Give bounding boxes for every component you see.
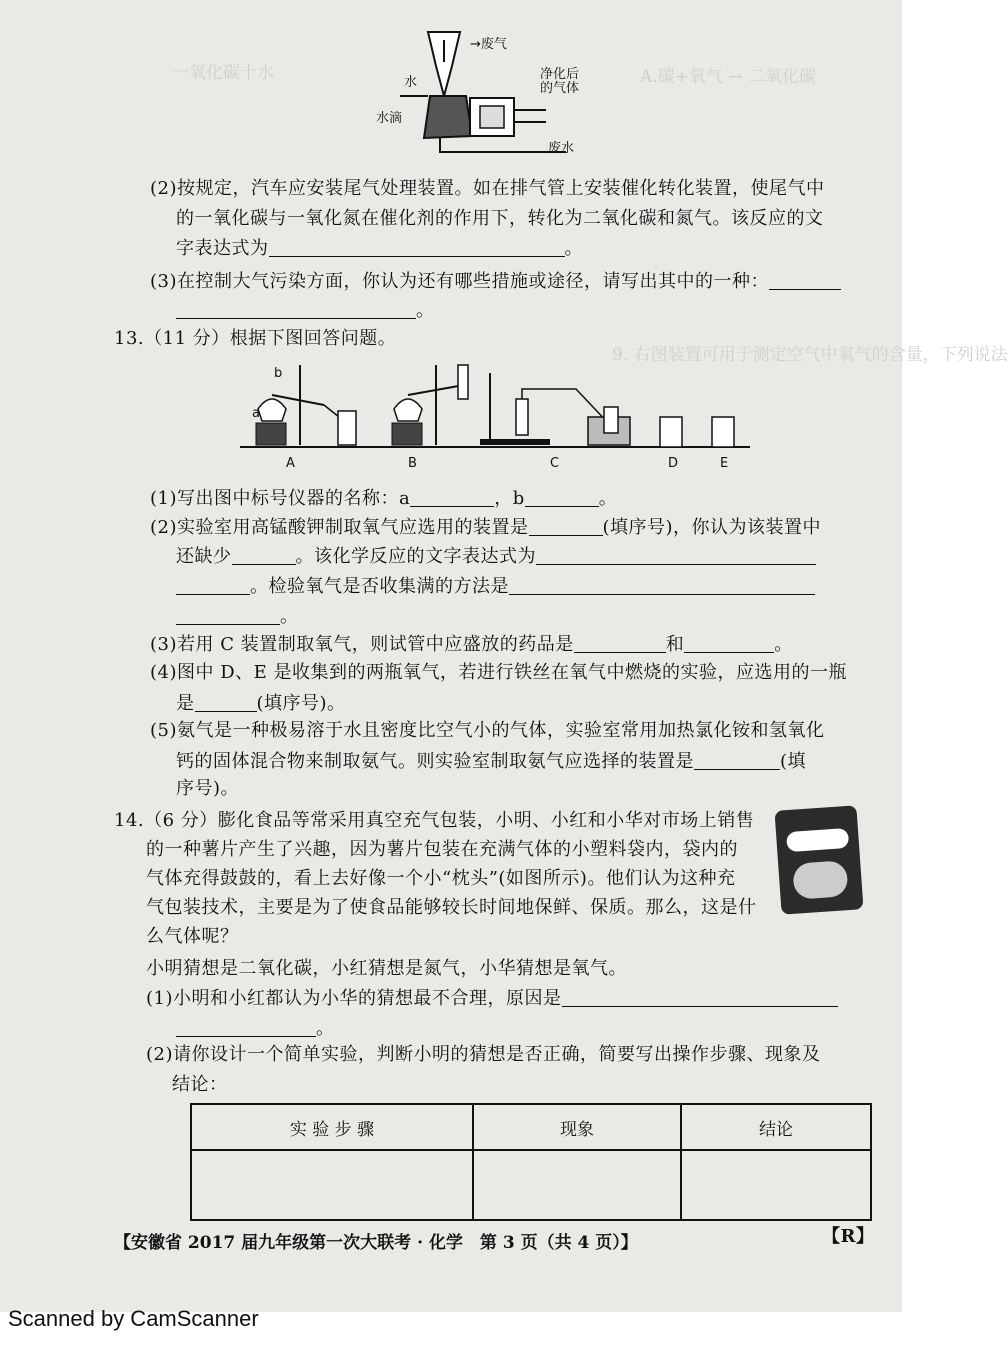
- answer-blank[interactable]: [574, 634, 666, 653]
- page-footer: 【安徽省 2017 届九年级第一次大联考 · 化学 第 3 页（共 4 页）】: [114, 1233, 638, 1253]
- q13-part5-line2: 钙的固体混合物来制取氨气。则实验室制取氨气应选择的装置是 (填: [176, 751, 807, 772]
- q13-part5-line1: (5)氨气是一种极易溶于水且密度比空气小的气体，实验室常用加热氯化铵和氢氧化: [150, 720, 825, 741]
- answer-blank[interactable]: [176, 300, 416, 319]
- label-waste-water: 废水: [548, 141, 575, 156]
- q13-part1: (1)写出图中标号仪器的名称：a ，b 。: [150, 488, 618, 509]
- q14-line3: 气体充得鼓鼓的，看上去好像一个小“枕头”(如图所示)。他们认为这种充: [146, 868, 736, 889]
- label-apparatus-B: B: [408, 456, 417, 471]
- answer-blank[interactable]: [529, 517, 603, 536]
- table-header-phenomenon: 现象: [473, 1104, 681, 1150]
- table-header-steps: 实 验 步 骤: [191, 1104, 473, 1150]
- q14-line4: 气包装技术，主要是为了使食品能够较长时间地保鲜、保质。那么，这是什: [146, 897, 757, 918]
- q14-part2-line1: (2)请你设计一个简单实验，判断小明的猜想是否正确，简要写出操作步骤、现象及: [146, 1044, 821, 1065]
- answer-blank[interactable]: [509, 576, 815, 595]
- q14-part2-line2: 结论：: [172, 1074, 228, 1095]
- bleed-through-text: 9. 右图装置可用于测定空气中氧气的含量，下列说法: [612, 345, 1008, 365]
- table-cell-conclusion[interactable]: [681, 1150, 871, 1220]
- q14-line1: 14.（6 分）膨化食品等常采用真空充气包装，小明、小红和小华对市场上销售: [114, 810, 755, 831]
- label-water-drops: 水滴: [376, 111, 403, 126]
- answer-blank[interactable]: [195, 693, 257, 712]
- scanner-watermark: Scanned by CamScanner: [8, 1306, 259, 1331]
- answer-blank[interactable]: [232, 546, 296, 565]
- answer-blank[interactable]: [694, 751, 780, 770]
- q12-part3-line2: 。: [176, 300, 435, 320]
- answer-blank[interactable]: [176, 1018, 316, 1037]
- q13-part2-line2: 还缺少 。该化学反应的文字表达式为: [176, 546, 816, 566]
- bleed-through-text: 一氧化碳十水: [172, 63, 274, 83]
- answer-blank[interactable]: [269, 238, 565, 257]
- table-header-conclusion: 结论: [681, 1104, 871, 1150]
- footer-badge: 【R】: [822, 1226, 875, 1247]
- q14-part1-line1: (1)小明和小红都认为小华的猜想最不合理，原因是: [146, 988, 838, 1008]
- label-purified-gas-1: 净化后: [540, 67, 580, 82]
- q12-part3-line1: (3)在控制大气污染方面，你认为还有哪些措施或途径，请写出其中的一种：: [150, 271, 841, 291]
- exhaust-purifier-figure: [370, 26, 600, 166]
- q13-part2-line3: 。检验氧气是否收集满的方法是: [176, 576, 815, 596]
- label-apparatus-A: A: [286, 456, 295, 471]
- answer-blank[interactable]: [410, 488, 494, 507]
- q12-part2-line2: 的一氧化碳与一氧化氮在催化剂的作用下，转化为二氧化碳和氮气。该反应的文: [176, 208, 824, 229]
- label-b: b: [274, 366, 283, 381]
- label-purified-gas-2: 的气体: [540, 81, 580, 96]
- q13-part4-line2: 是 (填序号)。: [176, 693, 346, 714]
- q12-part2-line1: (2)按规定，汽车应安装尾气处理装置。如在排气管上安装催化转化装置，使尾气中: [150, 178, 825, 199]
- answer-blank[interactable]: [176, 606, 280, 625]
- table-cell-phenomenon[interactable]: [473, 1150, 681, 1220]
- table-cell-steps[interactable]: [191, 1150, 473, 1220]
- experiment-table: [190, 1103, 872, 1221]
- q13-part5-line3: 序号)。: [176, 778, 240, 799]
- q13-heading: 13.（11 分）根据下图回答问题。: [114, 328, 397, 349]
- label-waste-gas: →废气: [470, 37, 507, 52]
- answer-blank[interactable]: [562, 988, 838, 1007]
- label-water: 水: [404, 75, 418, 90]
- label-apparatus-D: D: [668, 456, 679, 471]
- q14-line5: 么气体呢？: [146, 926, 239, 947]
- bleed-through-text: A.碳+氧气 → 二氧化碳: [640, 67, 816, 87]
- q14-guesses: 小明猜想是二氧化碳，小红猜想是氮气，小华猜想是氧气。: [146, 958, 627, 979]
- chip-bag-image: [774, 805, 863, 914]
- label-a: a: [252, 406, 260, 421]
- q13-part3: (3)若用 C 装置制取氧气，则试管中应盛放的药品是 和 。: [150, 634, 793, 655]
- answer-blank[interactable]: [769, 271, 841, 290]
- q12-part2-line3: 字表达式为 。: [176, 238, 583, 259]
- q13-part4-line1: (4)图中 D、E 是收集到的两瓶氧气，若进行铁丝在氧气中燃烧的实验，应选用的一瓶: [150, 662, 848, 683]
- label-apparatus-C: C: [550, 456, 560, 471]
- label-apparatus-E: E: [720, 456, 729, 471]
- answer-blank[interactable]: [684, 634, 774, 653]
- answer-blank[interactable]: [525, 488, 599, 507]
- answer-blank[interactable]: [176, 576, 250, 595]
- q14-line2: 的一种薯片产生了兴趣，因为薯片包装在充满气体的小塑料袋内，袋内的: [146, 839, 738, 860]
- answer-blank[interactable]: [536, 546, 816, 565]
- q13-part2-line1: (2)实验室用高锰酸钾制取氧气应选用的装置是 (填序号)，你认为该装置中: [150, 517, 822, 538]
- lab-apparatus-figure: [232, 355, 752, 475]
- q13-part2-line4: 。: [176, 606, 299, 626]
- q14-part1-line2: 。: [176, 1018, 335, 1038]
